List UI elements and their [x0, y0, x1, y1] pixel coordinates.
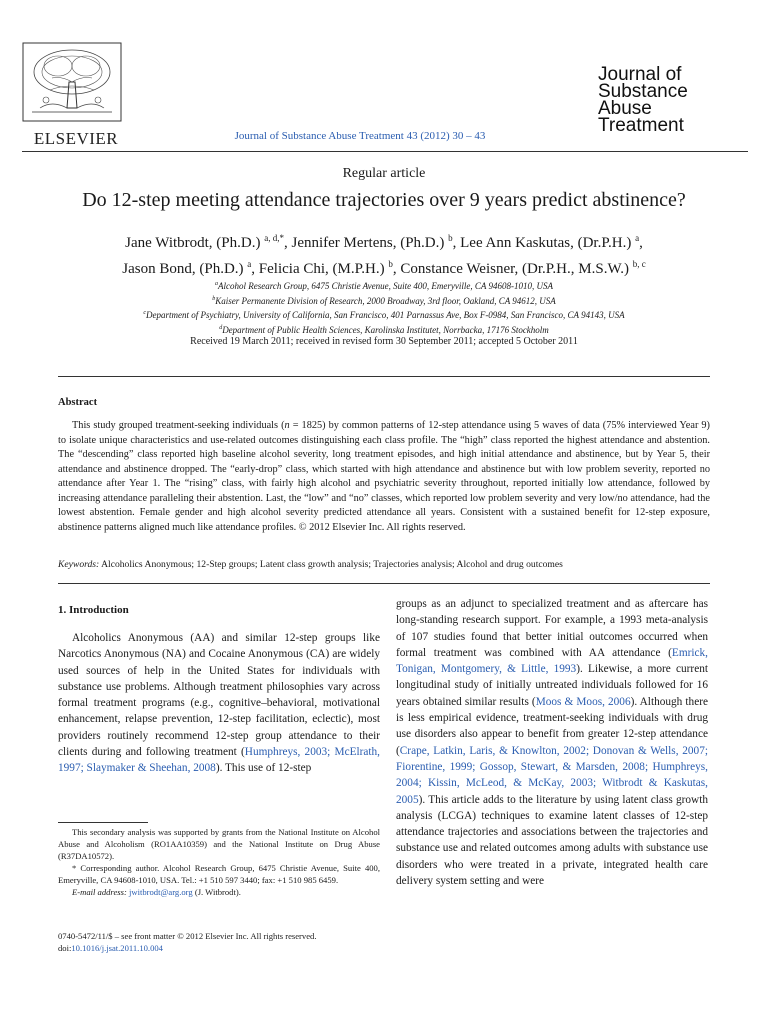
- author-affiliation-marks[interactable]: b: [448, 233, 453, 243]
- doi-line: [58, 942, 388, 954]
- author-separator: ,: [392, 261, 401, 277]
- publisher-name: ELSEVIER: [33, 129, 119, 148]
- keywords-label: Keywords:: [58, 559, 100, 570]
- body-text: ). Likewise, a more current longitudinal study of initially untreated individuals followed for 16 years obtained similar results (: [396, 663, 708, 708]
- abstract-bottom-divider: [58, 583, 710, 584]
- author-name: Constance Weisner, (Dr.P.H., M.S.W.): [400, 261, 629, 277]
- author-list: [40, 228, 728, 280]
- citation-link[interactable]: Humphreys, 2003; McElrath, 1997; Slaymaker & Sheehan, 2008: [58, 746, 381, 775]
- affiliation-mark: c: [143, 310, 147, 316]
- journal-brand-line: Abuse: [598, 98, 652, 119]
- header-divider: [22, 151, 748, 152]
- author-separator: ,: [639, 235, 643, 251]
- elsevier-tree-icon: [22, 42, 122, 122]
- affiliation-item: [40, 293, 728, 308]
- author-separator: ,: [283, 235, 292, 251]
- doi-link[interactable]: 10.1016/j.jsat.2011.10.004: [71, 943, 163, 953]
- abstract-text: = 1825) by common patterns of 12-step attendance using 5 waves of data (75% interviewed Year 9) to isolate unique characteristics and use-related outcomes distinguishing each class profile. The “high” class reported the highest attendance and abstention. The “descending” class reported high baseline alcohol severity, long treatment episodes, and high initial attendance and abstinence, but by Year 5, their attendance and abstinence dropped. The “early-drop” class, which started with high attendance and abstinence but with low problem severity, reported no attendance after Year 1. The “rising” class, with fairly high alcohol and psychiatric severity throughout, reported initially low attendance, followed by increasing attendance paralleling their abstention. Last, the “low” and “no” classes, which reported low problem severity and very low/no attendance, had the lowest abstention. Female gender and high alcohol severity predicted attendance all years. Consistent with a sustained benefit for 12-step exposure, abstinence patterns aligned much like attendance profiles. © 2012 Elsevier Inc. All rights reserved.: [58, 420, 710, 533]
- journal-brand-line: Journal of: [598, 64, 682, 85]
- abstract-body: [58, 419, 710, 535]
- affiliation-text: Alcohol Research Group, 6475 Christie Avenue, Suite 400, Emeryville, CA 94608-1010, USA: [218, 281, 553, 291]
- author-affiliation-marks[interactable]: a, d,: [264, 233, 280, 243]
- author-separator: ,: [251, 261, 259, 277]
- email-label: E-mail address:: [72, 887, 127, 897]
- email-link[interactable]: jwitbrodt@arg.org: [128, 887, 193, 897]
- journal-brand-line: Treatment: [598, 115, 684, 136]
- affiliation-mark: a: [215, 281, 219, 287]
- funding-footnote: This secondary analysis was supported by grants from the National Institute on Alcohol Abuse and Alcoholism (RO1AA10359) and the National Institute on Drug Abuse (R37DA10572).: [58, 827, 380, 861]
- author-name: Lee Ann Kaskutas, (Dr.P.H.): [460, 235, 632, 251]
- author-affiliation-marks[interactable]: a: [635, 233, 640, 243]
- author-affiliation-marks[interactable]: a: [247, 259, 252, 269]
- issn-doi-block: [58, 930, 388, 954]
- section-heading-introduction: 1. Introduction: [58, 604, 129, 616]
- affiliation-text: Department of Psychiatry, University of California, San Francisco, 401 Parnassus Ave, Box F-0984, San Francisco, CA 94143, USA: [146, 310, 625, 320]
- intro-right-column: [396, 596, 708, 889]
- author-name: Felicia Chi, (M.P.H.): [258, 261, 385, 277]
- body-text: ). Although there is less empirical evidence, treatment-seeking individuals with drug use disorders also appear to benefit from greater 12-step attendance (: [396, 695, 708, 757]
- affiliation-text: Department of Public Health Sciences, Karolinska Institutet, Norrbacka, 17176 Stockholm: [222, 324, 549, 335]
- affiliation-item: [40, 322, 728, 337]
- keywords: [58, 559, 710, 570]
- article-title: Do 12-step meeting attendance trajectories over 9 years predict abstinence?: [82, 189, 686, 211]
- author-name: Jennifer Mertens, (Ph.D.): [291, 235, 445, 251]
- affiliation-item: [40, 278, 728, 293]
- corresponding-author-footnote: * Corresponding author. Alcohol Research Group, 6475 Christie Avenue, Suite 400, Emeryville, CA 94608-1010, USA. Tel.: +1 510 597 3440; fax: +1 510 985 6459.: [58, 863, 380, 885]
- citation-link[interactable]: Crape, Latkin, Laris, & Knowlton, 2002; Donovan & Wells, 2007; Fiorentine, 1999; Gossop, Stewart, & Marsden, 2008; Humphreys, 2004; Kissin, McLeod, & McKay, 2003; Witbrodt & Kaskutas, 2005: [396, 744, 708, 806]
- author-name: Jane Witbrodt, (Ph.D.): [125, 235, 261, 251]
- author-name: Jason Bond, (Ph.D.): [122, 261, 244, 277]
- body-text: ). This article adds to the literature by using latent class growth analysis (LCGA) techniques to examine latent classes of 12-step attendance trajectories and associations between the trajectories and substance use and related outcomes among adults with substance use disorders who were treated in a private, integrated health care delivery system setting and were: [396, 793, 708, 888]
- affiliation-mark: d: [219, 324, 223, 331]
- abstract-heading: Abstract: [58, 397, 98, 408]
- email-footnote: [58, 886, 380, 898]
- affiliation-text: Kaiser Permanente Division of Research, 2000 Broadway, 3rd floor, Oakland, CA 94612, USA: [215, 295, 556, 306]
- article-type: Regular article: [342, 166, 426, 181]
- footnotes: [58, 826, 380, 898]
- footnote-divider: [58, 822, 148, 823]
- journal-citation-link[interactable]: Journal of Substance Abuse Treatment 43 (2012) 30 – 43: [234, 130, 486, 142]
- author-affiliation-marks[interactable]: b: [388, 259, 393, 269]
- abstract-top-divider: [58, 376, 710, 377]
- elsevier-logo: [22, 42, 130, 149]
- author-affiliation-marks[interactable]: b, c: [632, 259, 646, 269]
- received-dates: Received 19 March 2011; received in revised form 30 September 2011; accepted 5 October 2011: [190, 336, 578, 347]
- abstract-n-variable: n: [284, 420, 290, 431]
- journal-brand-line: Substance: [598, 81, 688, 102]
- body-text: Alcoholics Anonymous (AA) and similar 12-step groups like Narcotics Anonymous (NA) and Cocaine Anonymous (CA) are widely used sources of help in the United States for individuals with substance use problems. Although treatment philosophies vary across formal treatment programs (e.g., cognitive–behavioral, motivational enhancement, relapse prevention, 12-step facilitation, eclectic), most providers routinely recommend 12-step group attendance to their clients during and following treatment (: [58, 632, 380, 759]
- email-owner: (J. Witbrodt).: [192, 887, 241, 897]
- affiliation-list: [40, 278, 728, 336]
- body-text: groups as an adjunct to specialized treatment and as aftercare has long-standing research support. For example, a 1993 meta-analysis of 107 studies found that better initial outcomes occurred when formal treatment was combined with AA attendance (: [396, 598, 708, 659]
- citation-link[interactable]: Moos & Moos, 2006: [535, 695, 631, 708]
- author-separator: ,: [452, 235, 461, 251]
- citation-link[interactable]: Emrick, Tonigan, Montgomery, & Little, 1993: [396, 646, 708, 676]
- journal-brand-title: [598, 66, 738, 134]
- affiliation-item: [40, 307, 728, 322]
- body-text: ). This use of 12-step: [215, 762, 312, 775]
- abstract-text: This study grouped treatment-seeking individuals (: [72, 420, 285, 431]
- issn-line: 0740-5472/11/$ – see front matter © 2012 Elsevier Inc. All rights reserved.: [58, 931, 317, 941]
- doi-label: doi:: [58, 943, 72, 953]
- corresponding-author-mark[interactable]: *: [279, 233, 284, 243]
- intro-left-column: [58, 630, 380, 777]
- keywords-text: Alcoholics Anonymous; 12-Step groups; Latent class growth analysis; Trajectories analysis; Alcohol and drug outcomes: [101, 559, 563, 570]
- affiliation-mark: b: [212, 295, 216, 302]
